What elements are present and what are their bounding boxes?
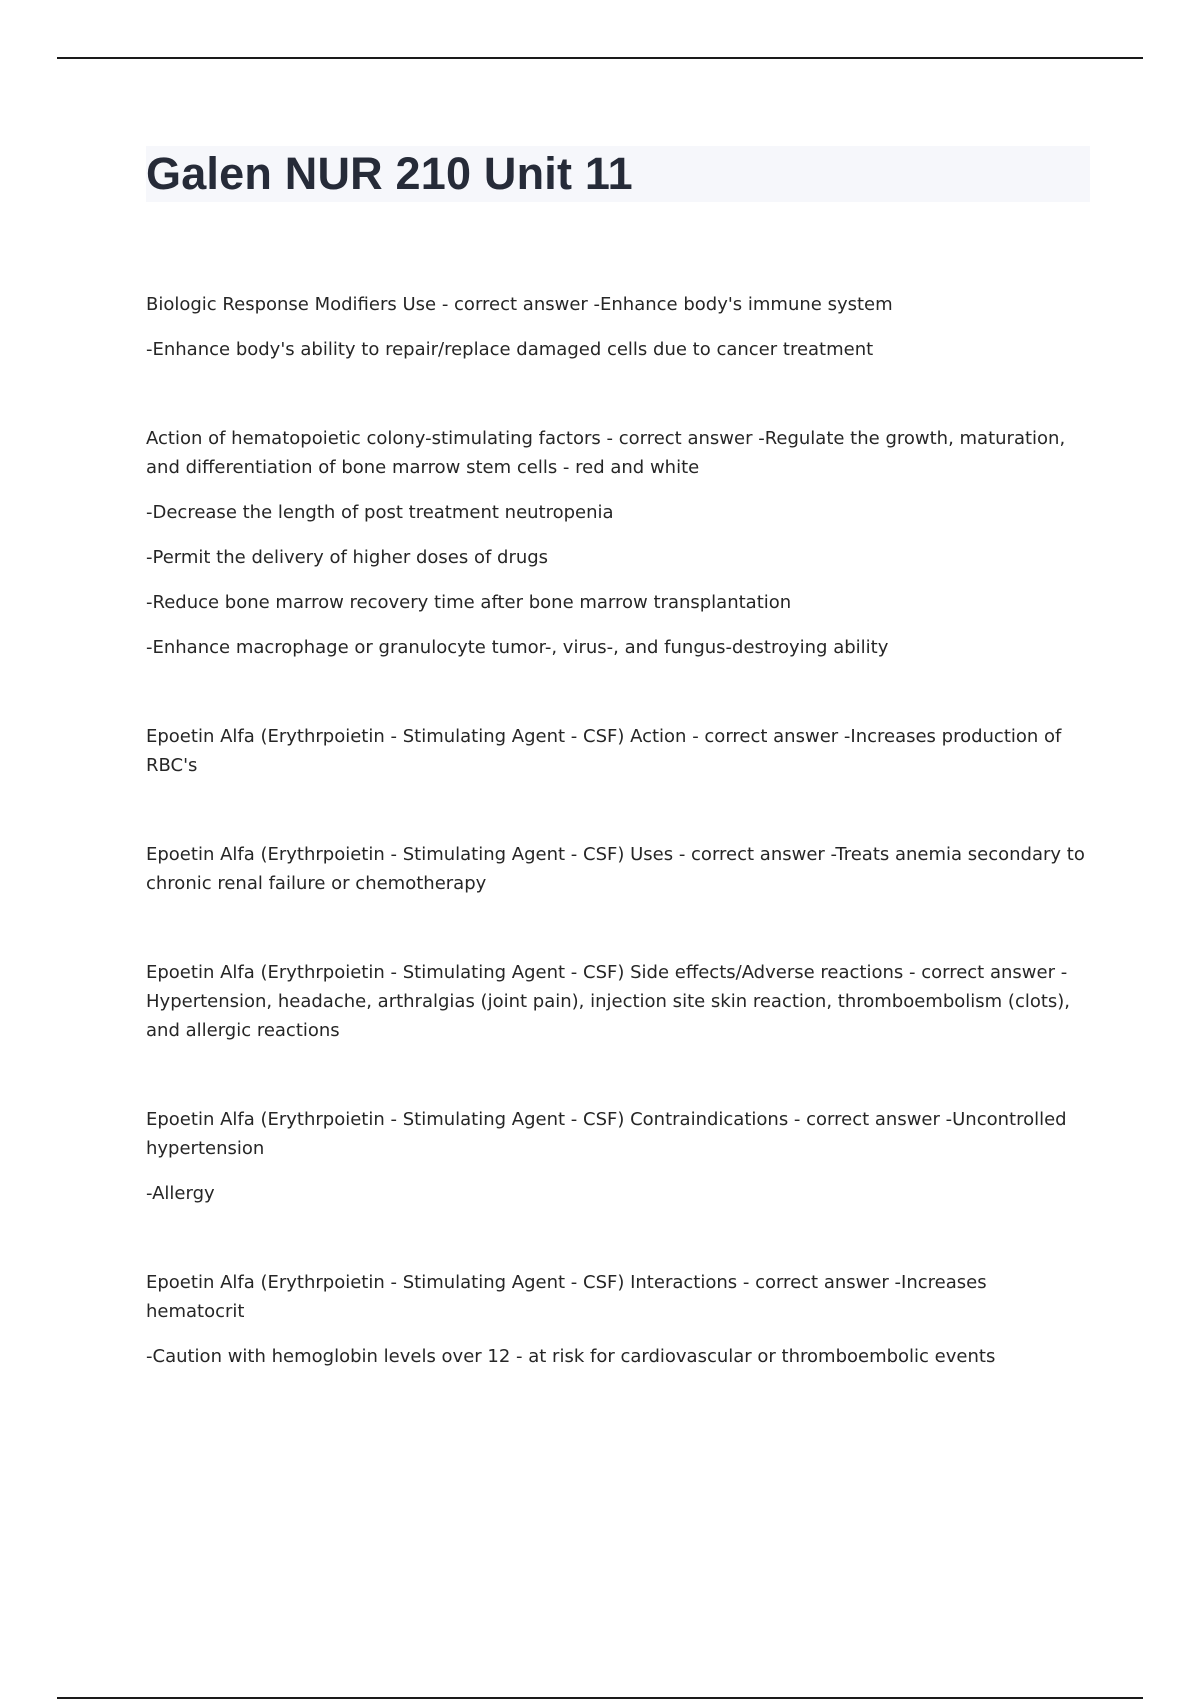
qa-line: -Permit the delivery of higher doses of drugs	[146, 547, 549, 568]
qa-line: Epoetin Alfa (Erythrpoietin - Stimulating Agent - CSF) Uses - correct answer -Treats anemia secondary to chronic renal failure or chemotherapy	[146, 844, 1085, 894]
qa-line: -Caution with hemoglobin levels over 12 - at risk for cardiovascular or thromboembolic events	[146, 1346, 996, 1367]
document-page	[146, 146, 1090, 1431]
qa-line: Epoetin Alfa (Erythrpoietin - Stimulating Agent - CSF) Side effects/Adverse reactions - correct answer -Hypertension, headache, arthralgias (joint pain), injection site skin reaction, thromboembolism (clots), and allergic reactions	[146, 962, 1071, 1041]
qa-entry-epoetin-alfa-interactions	[146, 1268, 1090, 1371]
top-rule	[57, 57, 1143, 59]
qa-entry-epoetin-alfa-action	[146, 722, 1090, 780]
qa-entry-epoetin-alfa-uses	[146, 840, 1090, 898]
qa-entry-hematopoietic-csf-action	[146, 424, 1090, 662]
qa-line: -Enhance body's ability to repair/replace damaged cells due to cancer treatment	[146, 339, 874, 360]
qa-line: Biologic Response Modifiers Use - correct answer -Enhance body's immune system	[146, 294, 893, 315]
qa-line: -Allergy	[146, 1183, 215, 1204]
qa-line: -Reduce bone marrow recovery time after bone marrow transplantation	[146, 592, 792, 613]
document-title: Galen NUR 210 Unit 11	[146, 148, 633, 199]
title-banner	[146, 146, 1090, 202]
qa-entry-epoetin-alfa-contraindications	[146, 1105, 1090, 1208]
qa-line: Epoetin Alfa (Erythrpoietin - Stimulating Agent - CSF) Action - correct answer -Increases production of RBC's	[146, 726, 1062, 776]
qa-line: -Enhance macrophage or granulocyte tumor-, virus-, and fungus-destroying ability	[146, 637, 889, 658]
qa-line: -Decrease the length of post treatment neutropenia	[146, 502, 614, 523]
qa-line: Epoetin Alfa (Erythrpoietin - Stimulating Agent - CSF) Contraindications - correct answer -Uncontrolled hypertension	[146, 1109, 1067, 1159]
qa-entry-epoetin-alfa-side-effects	[146, 958, 1090, 1045]
qa-line: Epoetin Alfa (Erythrpoietin - Stimulating Agent - CSF) Interactions - correct answer -Increases hematocrit	[146, 1272, 987, 1322]
qa-entry-biologic-response-modifiers-use	[146, 290, 1090, 364]
qa-line: Action of hematopoietic colony-stimulating factors - correct answer -Regulate the growth, maturation, and differentiation of bone marrow stem cells - red and white	[146, 428, 1066, 478]
bottom-rule	[57, 1697, 1143, 1699]
